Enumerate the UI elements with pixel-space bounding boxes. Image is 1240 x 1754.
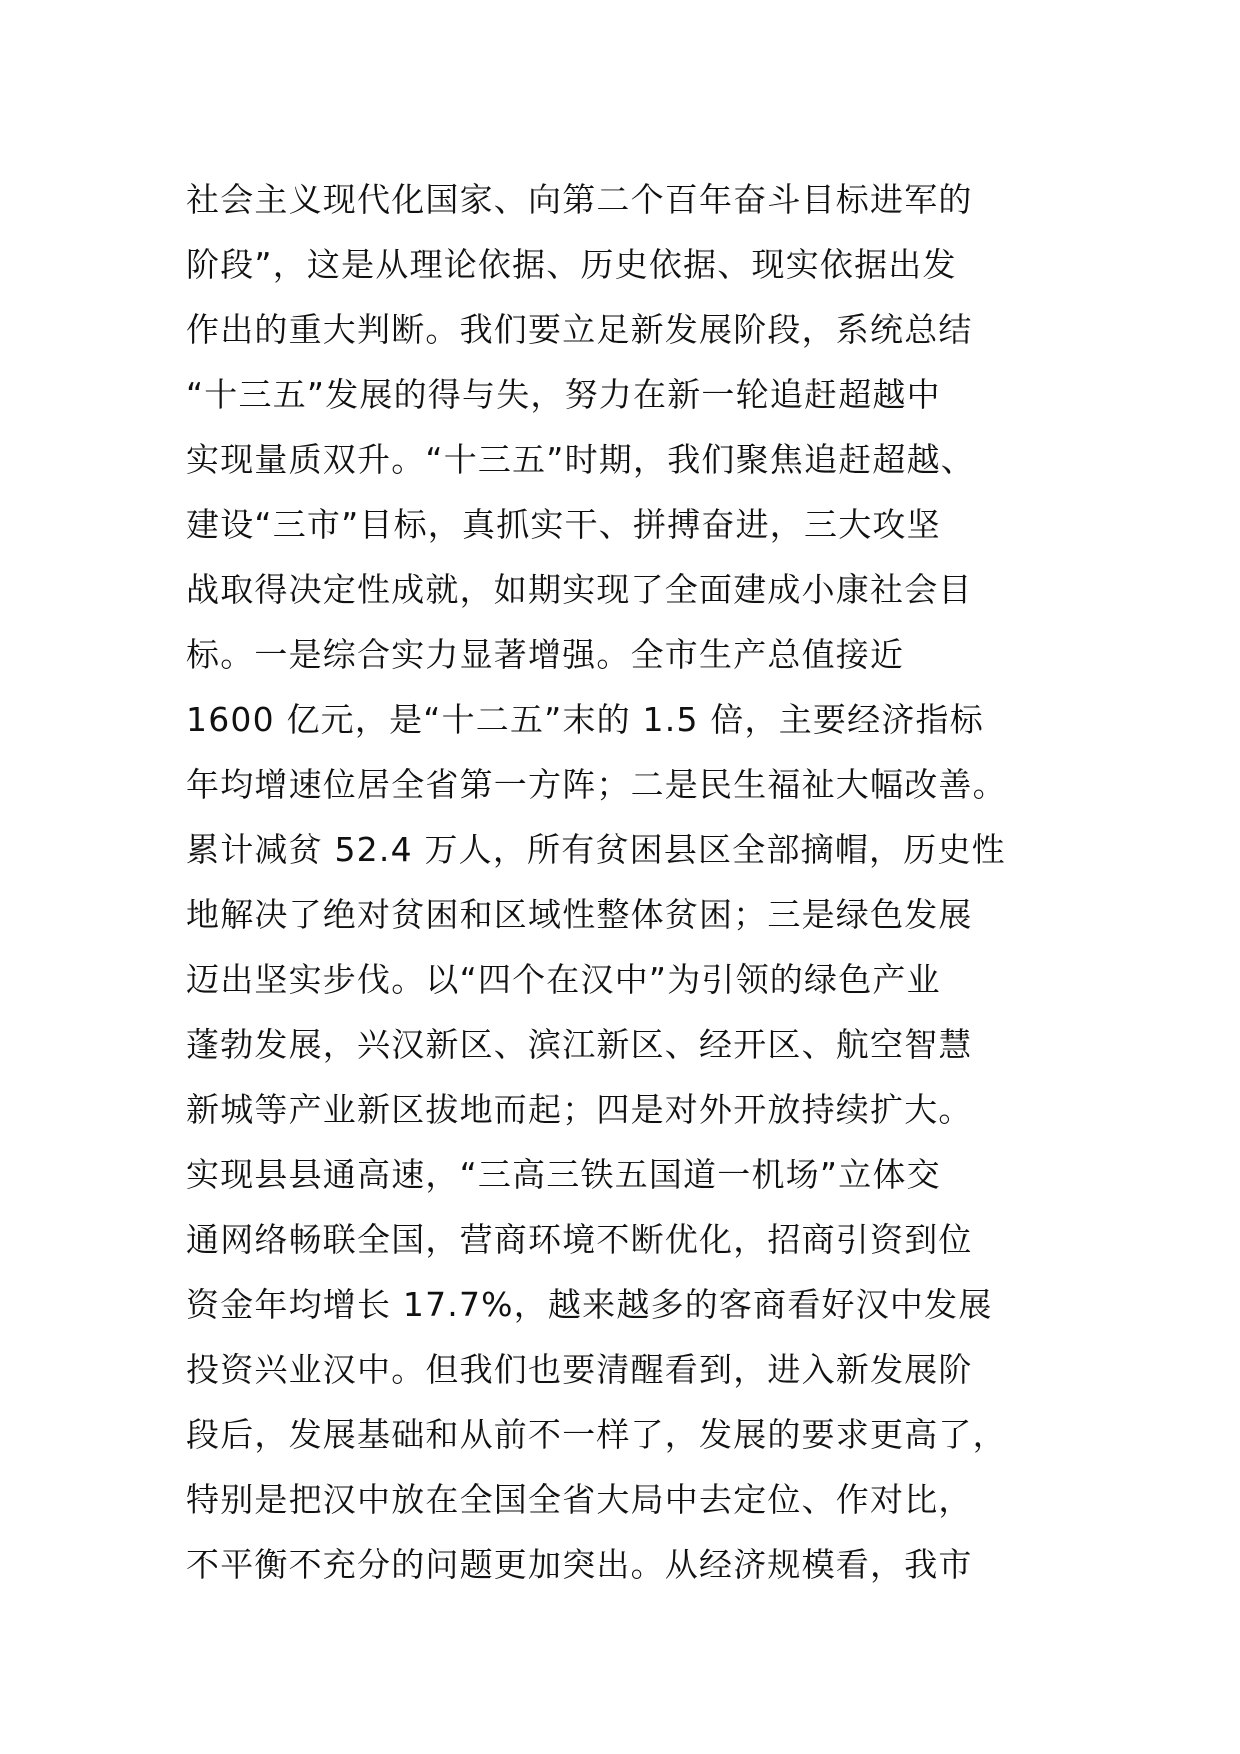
text-line: 不平衡不充分的问题更加突出。从经济规模看，我市 [186,1545,973,1584]
text-line: 资金年均增长 17.7%，越来越多的客商看好汉中发展 [186,1285,993,1324]
text-line: 特别是把汉中放在全国全省大局中去定位、作对比， [186,1480,973,1519]
text-line: 年均增速位居全省第一方阵；二是民生福祉大幅改善。 [186,765,1007,804]
text-line: 建设“三市”目标，真抓实干、拼搏奋进，三大攻坚 [186,505,941,544]
text-line: 实现量质双升。“十三五”时期，我们聚焦追赶超越、 [186,440,975,479]
text-line: 新城等产业新区拔地而起；四是对外开放持续扩大。 [186,1090,973,1129]
text-line: 战取得决定性成就，如期实现了全面建成小康社会目 [186,570,973,609]
text-line: 通网络畅联全国，营商环境不断优化，招商引资到位 [186,1220,973,1259]
text-line: 实现县县通高速，“三高三铁五国道一机场”立体交 [186,1155,941,1194]
text-line: “十三五”发展的得与失，努力在新一轮追赶超越中 [186,375,941,414]
text-line: 蓬勃发展，兴汉新区、滨江新区、经开区、航空智慧 [186,1025,973,1064]
text-line: 阶段”，这是从理论依据、历史依据、现实依据出发 [186,245,957,284]
text-line: 标。一是综合实力显著增强。全市生产总值接近 [186,635,905,674]
text-line: 1600 亿元，是“十二五”末的 1.5 倍，主要经济指标 [186,700,984,739]
body-paragraph [186,167,1086,1597]
text-line: 迈出坚实步伐。以“四个在汉中”为引领的绿色产业 [186,960,941,999]
text-line: 段后，发展基础和从前不一样了，发展的要求更高了， [186,1415,1007,1454]
text-line: 投资兴业汉中。但我们也要清醒看到，进入新发展阶 [186,1350,973,1389]
text-line: 累计减贫 52.4 万人，所有贫困县区全部摘帽，历史性 [186,830,1006,869]
text-line: 作出的重大判断。我们要立足新发展阶段，系统总结 [186,310,973,349]
text-line: 社会主义现代化国家、向第二个百年奋斗目标进军的 [186,180,973,219]
text-line: 地解决了绝对贫困和区域性整体贫困；三是绿色发展 [186,895,973,934]
